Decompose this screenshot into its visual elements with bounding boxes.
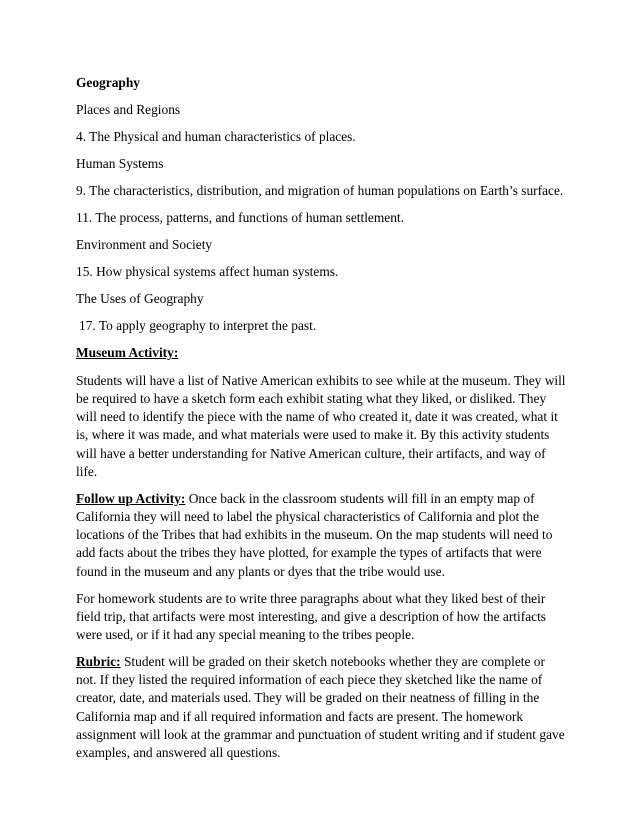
standard-item: 17. To apply geography to interpret the past. bbox=[79, 318, 317, 333]
follow-up-activity-paragraph bbox=[76, 490, 568, 581]
document-page bbox=[76, 74, 568, 771]
standard-category: Places and Regions bbox=[76, 102, 181, 117]
standard-item: 15. How physical systems affect human systems. bbox=[76, 264, 339, 279]
museum-activity-paragraph: Students will have a list of Native American exhibits to see while at the museum. They will be required to have a sketch form each exhibit stating what they liked, or disliked. They will need to identify the piece with the name of who created it, date it was created, what it is, where it was made, and what materials were used to make it. By this activity students will have a better understanding for Native American culture, their artifacts, and way of life. bbox=[76, 372, 566, 479]
museum-activity-label: Museum Activity: bbox=[76, 345, 179, 360]
standard-category: Environment and Society bbox=[76, 237, 213, 252]
museum-activity-heading bbox=[76, 344, 568, 362]
document-title: Geography bbox=[76, 75, 140, 90]
standard-item: 9. The characteristics, distribution, and migration of human populations on Earth’s surface. bbox=[76, 183, 564, 198]
standard-category: Human Systems bbox=[76, 156, 164, 171]
standard-item: 4. The Physical and human characteristics of places. bbox=[76, 129, 356, 144]
follow-up-activity-text: Once back in the classroom students will fill in an empty map of California they will need to label the physical characteristics of California and plot the locations of the Tribes that had exhibits in the museum. On the map students will need to add facts about the tribes they have plotted, for example the types of artifacts that were found in the museum and any plants or dyes that the tribe would use. bbox=[76, 490, 553, 579]
homework-paragraph: For homework students are to write three paragraphs about what they liked best of their field trip, that artifacts were most interesting, and give a description of how the artifacts were used, or if it had any special meaning to the tribes people. bbox=[76, 590, 547, 642]
standard-category: The Uses of Geography bbox=[76, 291, 204, 306]
follow-up-activity-label: Follow up Activity: bbox=[76, 490, 186, 506]
rubric-label: Rubric: bbox=[76, 653, 121, 669]
standard-item: 11. The process, patterns, and functions of human settlement. bbox=[76, 210, 404, 225]
rubric-text: Student will be graded on their sketch notebooks whether they are complete or not. If they listed the required information of each piece they sketched like the name of creator, date, and materials used. They will be graded on their neatness of filling in the California map and if all required information and facts are present. The homework assignment will look at the grammar and punctuation of student writing and if student gave examples, and answered all questions. bbox=[76, 653, 565, 760]
rubric-paragraph bbox=[76, 653, 568, 762]
